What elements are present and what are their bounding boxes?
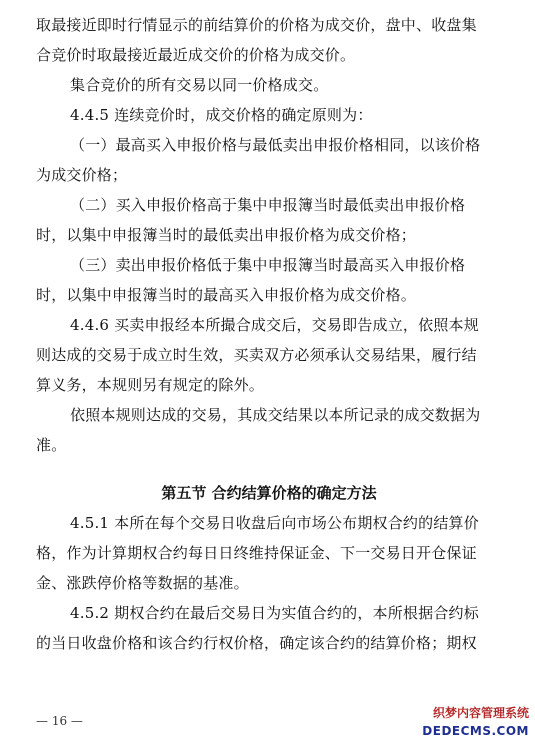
paragraph-line: 合竞价时取最接近最近成交价的价格为成交价。	[36, 46, 356, 64]
paragraph-line: 算义务，本规则另有规定的除外。	[36, 376, 265, 394]
paragraph-line: 的当日收盘价格和该合约行权价格，确定该合约的结算价格；期权	[36, 634, 477, 652]
section-heading: 第五节 合约结算价格的确定方法	[161, 484, 377, 502]
page-number: — 16 —	[36, 714, 83, 728]
paragraph-line: 依照本规则达成的交易，其成交结果以本所记录的成交数据为	[70, 406, 481, 424]
watermark-title: 织梦内容管理系统	[432, 706, 529, 720]
paragraph-line: 4.4.5 连续竞价时，成交价格的确定原则为：	[70, 106, 373, 124]
section-gap	[36, 460, 502, 478]
paragraph-line: 为成交价格；	[36, 166, 128, 184]
paragraph-line: 取最接近即时行情显示的前结算价的价格为成交价，盘中、收盘集	[36, 16, 477, 34]
paragraph-line: 金、涨跌停价格等数据的基准。	[36, 574, 249, 592]
watermark-domain: DEDECMS.COM	[422, 724, 529, 738]
paragraph-line: （三）卖出申报价格低于集中申报簿当时最高买入申报价格	[70, 256, 466, 274]
paragraph-line: 准。	[36, 436, 67, 454]
paragraph-line: 4.5.1 本所在每个交易日收盘后向市场公布期权合约的结算价	[70, 514, 479, 532]
watermark	[411, 704, 529, 746]
paragraph-line: 4.5.2 期权合约在最后交易日为实值合约的，本所根据合约标	[70, 604, 479, 622]
document-body	[36, 10, 502, 658]
paragraph-line: 格，作为计算期权合约每日日终维持保证金、下一交易日开仓保证	[36, 544, 477, 562]
paragraph-line: （二）买入申报价格高于集中申报簿当时最低卖出申报价格	[70, 196, 466, 214]
paragraph-line: 集合竞价的所有交易以同一价格成交。	[70, 76, 329, 94]
paragraph-line: 时，以集中申报簿当时的最低卖出申报价格为成交价格；	[36, 226, 417, 244]
paragraph-line: 4.4.6 买卖申报经本所撮合成交后，交易即告成立，依照本规	[70, 316, 479, 334]
paragraph-line: 时，以集中申报簿当时的最高买入申报价格为成交价格。	[36, 286, 417, 304]
paragraph-line: 则达成的交易于成立时生效，买卖双方必须承认交易结果，履行结	[36, 346, 477, 364]
paragraph-line: （一）最高买入申报价格与最低卖出申报价格相同，以该价格	[70, 136, 481, 154]
